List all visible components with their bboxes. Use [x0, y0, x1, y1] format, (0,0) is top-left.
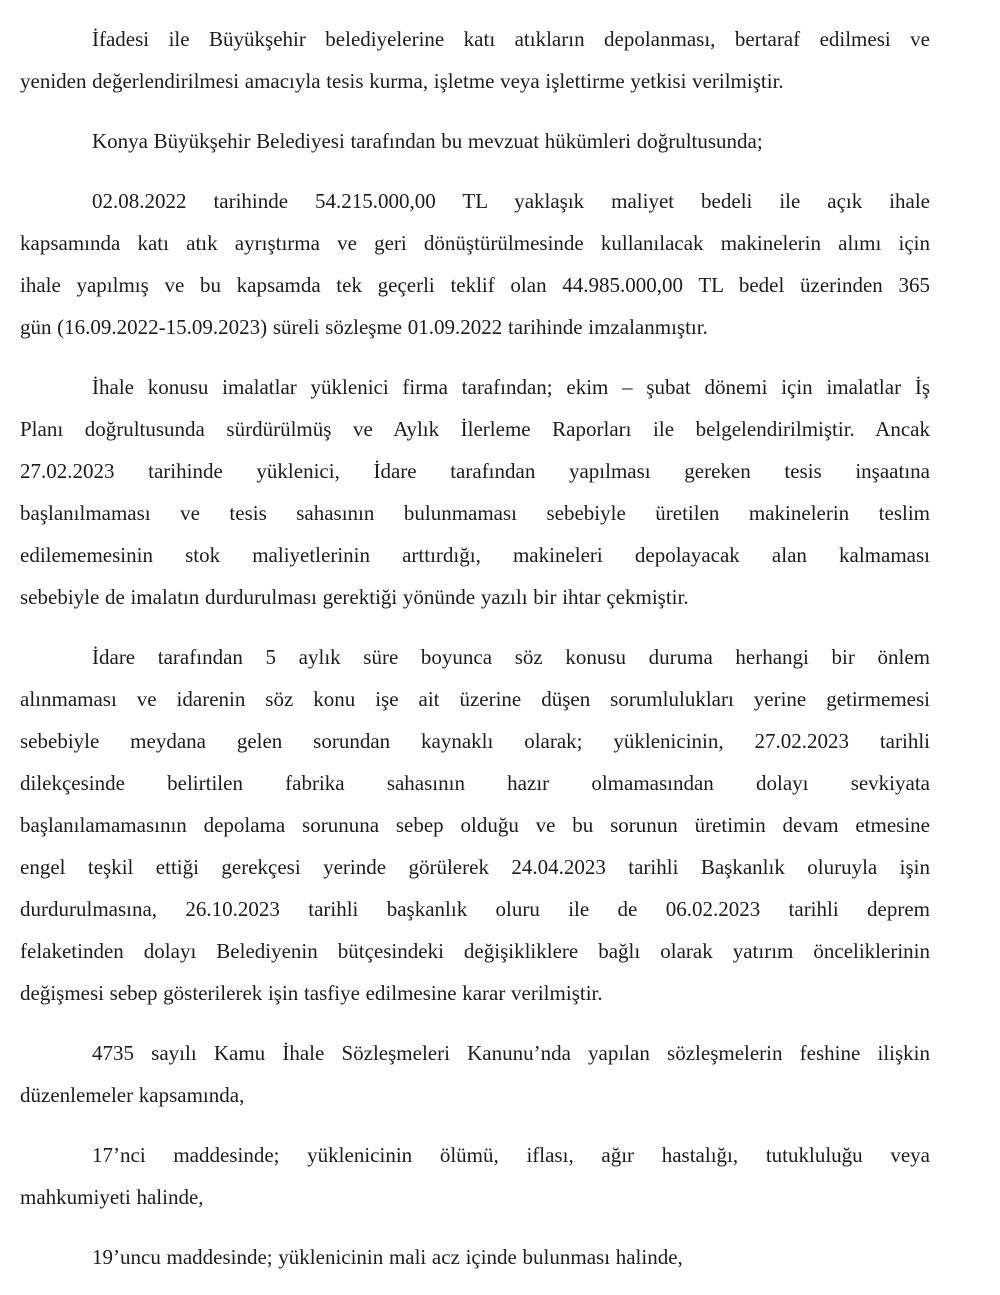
paragraph: [20, 18, 930, 102]
text-line: kapsamında katı atık ayrıştırma ve geri dönüştürülmesinde kullanılacak makinelerin alımı için: [20, 231, 930, 255]
text-line: yeniden değerlendirilmesi amacıyla tesis kurma, işletme veya işlettirme yetkisi verilmiştir.: [20, 69, 784, 93]
text-line: durdurulmasına, 26.10.2023 tarihli başkanlık oluru ile de 06.02.2023 tarihli deprem: [20, 897, 930, 921]
text-line: Konya Büyükşehir Belediyesi tarafından bu mevzuat hükümleri doğrultusunda;: [92, 129, 763, 153]
paragraph: [20, 366, 930, 618]
text-line: 17’nci maddesinde; yüklenicinin ölümü, iflası, ağır hastalığı, tutukluluğu veya: [92, 1143, 930, 1167]
text-line: edilememesinin stok maliyetlerinin arttırdığı, makineleri depolayacak alan kalmaması: [20, 543, 930, 567]
text-line: sebebiyle de imalatın durdurulması gerektiği yönünde yazılı bir ihtar çekmiştir.: [20, 585, 689, 609]
text-line: İdare tarafından 5 aylık süre boyunca söz konusu duruma herhangi bir önlem: [92, 645, 930, 669]
text-line: alınmaması ve idarenin söz konu işe ait üzerine düşen sorumlulukları yerine getirmemesi: [20, 687, 930, 711]
text-line: dilekçesinde belirtilen fabrika sahasının hazır olmamasından dolayı sevkiyata: [20, 771, 930, 795]
text-line: 02.08.2022 tarihinde 54.215.000,00 TL yaklaşık maliyet bedeli ile açık ihale: [92, 189, 930, 213]
paragraph: [20, 1236, 930, 1278]
text-line: ihale yapılmış ve bu kapsamda tek geçerli teklif olan 44.985.000,00 TL bedel üzerinden 365: [20, 273, 930, 297]
paragraph: [20, 180, 930, 348]
text-line: Planı doğrultusunda sürdürülmüş ve Aylık İlerleme Raporları ile belgelendirilmiştir. Ancak: [20, 417, 930, 441]
paragraph: [20, 120, 930, 162]
paragraph: [20, 636, 930, 1014]
text-line: değişmesi sebep gösterilerek işin tasfiye edilmesine karar verilmiştir.: [20, 981, 603, 1005]
text-line: 4735 sayılı Kamu İhale Sözleşmeleri Kanunu’nda yapılan sözleşmelerin feshine ilişkin: [92, 1041, 930, 1065]
paragraph: [20, 1032, 930, 1116]
text-line: engel teşkil ettiği gerekçesi yerinde görülerek 24.04.2023 tarihli Başkanlık oluruyla işin: [20, 855, 930, 879]
paragraph: [20, 1134, 930, 1218]
document-body: [20, 18, 930, 1278]
text-line: başlanılmaması ve tesis sahasının bulunmaması sebebiyle üretilen makinelerin teslim: [20, 501, 930, 525]
text-line: sebebiyle meydana gelen sorundan kaynaklı olarak; yüklenicinin, 27.02.2023 tarihli: [20, 729, 930, 753]
text-line: mahkumiyeti halinde,: [20, 1185, 204, 1209]
text-line: İhale konusu imalatlar yüklenici firma tarafından; ekim – şubat dönemi için imalatlar İş: [92, 375, 930, 399]
text-line: gün (16.09.2022-15.09.2023) süreli sözleşme 01.09.2022 tarihinde imzalanmıştır.: [20, 315, 708, 339]
text-line: 27.02.2023 tarihinde yüklenici, İdare tarafından yapılması gereken tesis inşaatına: [20, 459, 930, 483]
text-line: 19’uncu maddesinde; yüklenicinin mali acz içinde bulunması halinde,: [92, 1245, 683, 1269]
text-line: başlanılamamasının depolama sorununa sebep olduğu ve bu sorunun üretimin devam etmesine: [20, 813, 930, 837]
text-line: felaketinden dolayı Belediyenin bütçesindeki değişikliklere bağlı olarak yatırım önceliklerinin: [20, 939, 930, 963]
text-line: düzenlemeler kapsamında,: [20, 1083, 245, 1107]
text-line: İfadesi ile Büyükşehir belediyelerine katı atıkların depolanması, bertaraf edilmesi ve: [92, 27, 930, 51]
